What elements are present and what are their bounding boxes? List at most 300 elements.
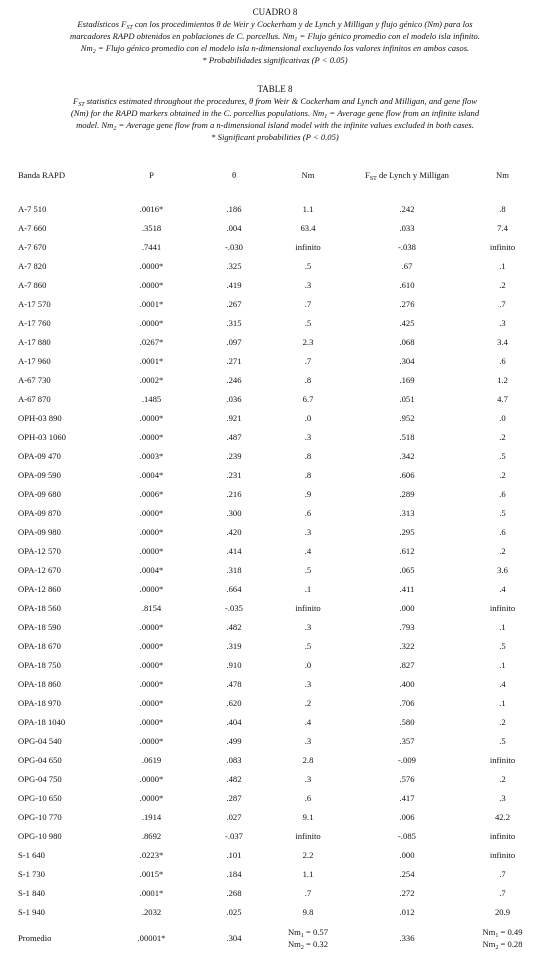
caption-es-line-1-post: con los procedimientos θ de Weir y Cockerham y de Lynch y Milligan y flujo génico (Nm) para los — [132, 19, 473, 29]
cell-band: A-7 860 — [18, 279, 47, 290]
cell-p: .2032 — [141, 906, 162, 917]
cell-fst: .006 — [399, 811, 415, 822]
average-band: Promedio — [18, 933, 52, 943]
cell-band: A-17 880 — [18, 336, 51, 347]
cell-nm: .0 — [304, 412, 312, 423]
table-row — [18, 902, 538, 921]
cell-nm-lynch: .7 — [499, 868, 506, 879]
cell-nm-lynch: .2 — [499, 545, 506, 556]
cell-fst: .612 — [399, 545, 415, 556]
cell-nm-lynch: .4 — [499, 583, 506, 594]
cell-fst: .068 — [399, 336, 415, 347]
cell-theta: .910 — [226, 659, 242, 670]
cell-band: OPG-10 770 — [18, 811, 62, 822]
average-nm-2-sub: 2 — [300, 945, 304, 951]
cell-nm: .8 — [304, 374, 312, 385]
cell-theta: .921 — [226, 412, 242, 423]
table-row — [18, 408, 538, 427]
cell-p: .0000* — [139, 640, 164, 651]
caption-spanish — [12, 6, 538, 66]
header-band: Banda RAPD — [18, 170, 66, 180]
cell-fst: .276 — [399, 298, 415, 309]
caption-en-line-3-pre: model. Nm — [76, 120, 114, 130]
cell-theta: .419 — [226, 279, 242, 290]
cell-band: S-1 640 — [18, 849, 45, 860]
cell-nm-lynch: .6 — [499, 488, 506, 499]
table-row — [18, 237, 538, 256]
cell-theta: .239 — [226, 450, 242, 461]
average-nm-1 — [269, 926, 347, 938]
caption-en-line-3 — [12, 119, 538, 131]
average-nm-2 — [269, 938, 347, 950]
cell-band: OPA-09 680 — [18, 488, 61, 499]
average-nm-2-post: = 0.32 — [303, 939, 329, 949]
cell-p: .0004* — [139, 469, 164, 480]
cell-p: .8692 — [141, 830, 162, 841]
table-row — [18, 598, 538, 617]
cell-band: A-67 730 — [18, 374, 51, 385]
cell-nm-lynch: .2 — [499, 469, 506, 480]
cell-fst: .295 — [399, 526, 415, 537]
cell-theta: .268 — [226, 887, 242, 898]
fst-statistics-table — [18, 163, 538, 955]
cell-theta: .287 — [226, 792, 242, 803]
table-row — [18, 845, 538, 864]
cell-band: S-1 940 — [18, 906, 45, 917]
average-nm-lynch-1-post: = 0.49 — [498, 927, 523, 937]
cell-p: .0000* — [139, 431, 164, 442]
cell-band: A-17 570 — [18, 298, 51, 309]
caption-en-line-2-pre: (Nm) for the RAPD markers obtained in the C. porcellus populations. Nm — [70, 108, 325, 118]
table-body — [18, 199, 538, 921]
table-row — [18, 199, 538, 218]
header-row — [18, 163, 538, 187]
cell-theta: .325 — [226, 260, 242, 271]
cell-nm: .3 — [304, 279, 312, 290]
caption-en-line-2-sub: 1 — [324, 114, 328, 120]
cell-band: OPA-18 670 — [18, 640, 61, 651]
table-row — [18, 731, 538, 750]
cell-fst: .518 — [399, 431, 415, 442]
cell-theta: .004 — [226, 222, 242, 233]
cell-nm-lynch: .8 — [499, 203, 506, 214]
caption-en-line-1-pre: F — [72, 96, 79, 106]
cell-fst: .425 — [399, 317, 415, 328]
caption-es-line-3-post: = Flujo génico promedio con el modelo isla n-dimensional excluyendo los valores infinitos en ambos casos. — [95, 43, 470, 53]
cell-band: OPA-18 750 — [18, 659, 61, 670]
cell-p: .0001* — [139, 887, 164, 898]
cell-p: .0000* — [139, 412, 164, 423]
cell-theta: .482 — [226, 621, 242, 632]
cell-fst: .169 — [399, 374, 415, 385]
table-row — [18, 522, 538, 541]
cell-nm: 9.8 — [302, 906, 314, 917]
cell-nm: 9.1 — [302, 811, 314, 822]
cell-theta: .231 — [226, 469, 242, 480]
cell-band: A-67 870 — [18, 393, 51, 404]
cell-band: OPA-18 970 — [18, 697, 61, 708]
cell-fst: .254 — [399, 868, 415, 879]
cell-nm: .7 — [304, 355, 312, 366]
cell-nm-lynch: 1.2 — [497, 374, 508, 385]
table-row — [18, 883, 538, 902]
cell-nm: .1 — [304, 583, 312, 594]
cell-band: OPH-03 1060 — [18, 431, 66, 442]
table-row — [18, 389, 538, 408]
average-nm-2-pre: Nm — [287, 939, 301, 949]
table-row — [18, 446, 538, 465]
cell-band: OPG-04 750 — [18, 773, 62, 784]
cell-theta: .300 — [226, 507, 242, 518]
table-row — [18, 465, 538, 484]
cell-p: .0000* — [139, 735, 164, 746]
cell-nm-lynch: 7.4 — [497, 222, 508, 233]
cell-nm: infinito — [295, 602, 321, 613]
cell-fst: -.085 — [398, 830, 416, 841]
cell-band: OPH-03 890 — [18, 412, 62, 423]
cell-nm-lynch: 42.2 — [494, 811, 511, 822]
cell-band: OPG-04 540 — [18, 735, 62, 746]
cell-p: .0000* — [139, 260, 164, 271]
cell-fst: .322 — [399, 640, 415, 651]
cell-nm: .4 — [304, 716, 312, 727]
cell-nm-lynch: .1 — [499, 697, 506, 708]
table-row — [18, 693, 538, 712]
average-nm-lynch-2-sub: 2 — [495, 945, 499, 951]
header-spacer — [18, 187, 538, 199]
cell-theta: .216 — [226, 488, 242, 499]
cell-fst: .610 — [399, 279, 415, 290]
cell-nm-lynch: 4.7 — [497, 393, 508, 404]
average-theta: .304 — [226, 933, 242, 943]
average-row — [18, 921, 538, 955]
table-row — [18, 294, 538, 313]
cell-nm: .9 — [304, 488, 312, 499]
caption-en-line-3-post: = Average gene flow from a n-dimensional island model with the infinite values excluded in both cases. — [116, 120, 474, 130]
caption-en-line-4: * Significant probabilities (P < 0.05) — [211, 132, 339, 142]
average-nm-1-sub: 1 — [300, 933, 304, 939]
cell-nm: .3 — [304, 526, 312, 537]
cell-p: .0000* — [139, 279, 164, 290]
cell-nm: .4 — [304, 545, 312, 556]
cell-p: .0001* — [139, 355, 164, 366]
table-row — [18, 332, 538, 351]
cell-theta: .420 — [226, 526, 242, 537]
cell-fst: .793 — [399, 621, 415, 632]
table-row — [18, 769, 538, 788]
cell-fst: .411 — [399, 583, 415, 594]
caption-en-line-3-sub: 2 — [113, 126, 117, 132]
cell-nm-lynch: .3 — [499, 792, 506, 803]
cell-p: .0000* — [139, 317, 164, 328]
cell-p: .3518 — [141, 222, 162, 233]
average-fst: .336 — [399, 933, 415, 943]
cell-nm: .2 — [304, 697, 312, 708]
cell-nm: .3 — [304, 735, 312, 746]
caption-es-title: CUADRO 8 — [252, 7, 298, 17]
cell-theta: .319 — [226, 640, 242, 651]
cell-band: S-1 730 — [18, 868, 45, 879]
cell-band: A-17 960 — [18, 355, 51, 366]
cell-p: .1914 — [141, 811, 162, 822]
cell-band: OPG-10 650 — [18, 792, 62, 803]
table-row — [18, 427, 538, 446]
cell-nm-lynch: infinito — [489, 754, 516, 765]
cell-fst: .67 — [401, 260, 413, 271]
cell-nm: .5 — [304, 640, 312, 651]
cell-nm: .5 — [304, 260, 312, 271]
table-row — [18, 864, 538, 883]
cell-p: .0000* — [139, 507, 164, 518]
cell-p: .0015* — [139, 868, 164, 879]
cell-p: .0002* — [139, 374, 164, 385]
cell-nm-lynch: .2 — [499, 279, 506, 290]
caption-en-line-1-post: statistics estimated throughout the procedures, θ from Weir & Cockerham and Lynch and Milligan, and gene flow — [84, 96, 478, 106]
cell-p: .0004* — [139, 564, 164, 575]
cell-theta: .620 — [226, 697, 242, 708]
table-row — [18, 218, 538, 237]
cell-nm: 63.4 — [300, 222, 316, 233]
cell-theta: .478 — [226, 678, 242, 689]
cell-theta: .246 — [226, 374, 242, 385]
cell-nm-lynch: 20.9 — [494, 906, 511, 917]
cell-p: .0000* — [139, 773, 164, 784]
cell-p: .0000* — [139, 583, 164, 594]
caption-es-line-3-sub: 2 — [92, 49, 96, 55]
cell-band: OPG-10 980 — [18, 830, 62, 841]
table-row — [18, 370, 538, 389]
cell-fst: .289 — [399, 488, 415, 499]
cell-nm: .3 — [304, 773, 312, 784]
caption-es-line-2-pre: marcadores RAPD obtenidos en poblaciones de C. porcellus. Nm — [70, 31, 295, 41]
cell-theta: .036 — [226, 393, 242, 404]
cell-nm-lynch: infinito — [489, 602, 516, 613]
caption-en-line-1-sub: ST — [78, 102, 85, 108]
table-row — [18, 674, 538, 693]
cell-nm-lynch: .5 — [499, 507, 506, 518]
cell-fst: .051 — [399, 393, 415, 404]
cell-theta: -.037 — [225, 830, 243, 841]
caption-en-line-1 — [12, 95, 538, 107]
cell-p: .0000* — [139, 621, 164, 632]
cell-fst: .417 — [399, 792, 415, 803]
cell-nm-lynch: .5 — [499, 640, 506, 651]
caption-es-line-3 — [12, 42, 538, 54]
cell-band: OPA-09 980 — [18, 526, 61, 537]
cell-p: .0000* — [139, 697, 164, 708]
table-header — [18, 163, 538, 199]
table-footer — [18, 921, 538, 955]
caption-en-title: TABLE 8 — [257, 84, 293, 94]
caption-es-line-3-pre: Nm — [80, 43, 93, 53]
cell-fst: .272 — [399, 887, 415, 898]
cell-theta: .404 — [226, 716, 242, 727]
cell-fst: .357 — [399, 735, 415, 746]
cell-band: A-7 670 — [18, 241, 47, 252]
cell-nm: .7 — [304, 887, 312, 898]
cell-fst: -.009 — [398, 754, 416, 765]
cell-nm: infinito — [295, 241, 321, 252]
table-row — [18, 826, 538, 845]
cell-nm-lynch: .1 — [499, 659, 506, 670]
cell-fst: .065 — [399, 564, 415, 575]
caption-es-line-1 — [12, 18, 538, 30]
cell-fst: .313 — [399, 507, 415, 518]
cell-p: .0000* — [139, 659, 164, 670]
caption-en-line-2-post: = Average gene flow from an infinite island — [327, 108, 480, 118]
average-nm-1-pre: Nm — [287, 927, 301, 937]
cell-band: OPA-09 470 — [18, 450, 61, 461]
cell-p: .0267* — [139, 336, 164, 347]
table-row — [18, 636, 538, 655]
cell-nm: .8 — [304, 469, 312, 480]
table-row — [18, 313, 538, 332]
header-theta: θ — [231, 170, 237, 180]
cell-band: OPA-12 670 — [18, 564, 61, 575]
cell-band: A-17 760 — [18, 317, 51, 328]
cell-theta: .097 — [226, 336, 242, 347]
caption-es-line-2-post: = Flujo génico promedio con el modelo isla infinito. — [297, 31, 480, 41]
cell-fst: .576 — [399, 773, 415, 784]
cell-nm: .3 — [304, 678, 312, 689]
cell-nm: .0 — [304, 659, 312, 670]
cell-nm: .6 — [304, 792, 312, 803]
cell-fst: .304 — [399, 355, 415, 366]
spacer-cell — [18, 187, 538, 199]
table-row — [18, 579, 538, 598]
cell-nm-lynch: .1 — [499, 260, 506, 271]
cell-theta: -.030 — [225, 241, 243, 252]
cell-band: OPA-12 570 — [18, 545, 61, 556]
table-row — [18, 275, 538, 294]
cell-band: OPA-09 870 — [18, 507, 61, 518]
cell-p: .8154 — [141, 602, 162, 613]
cell-theta: .184 — [226, 868, 242, 879]
cell-nm-lynch: infinito — [489, 830, 516, 841]
caption-en-line-2 — [12, 107, 538, 119]
cell-fst: .342 — [399, 450, 415, 461]
cell-theta: .025 — [226, 906, 242, 917]
table-row — [18, 503, 538, 522]
cell-nm-lynch: .3 — [499, 317, 506, 328]
cell-fst: -.038 — [398, 241, 416, 252]
cell-theta: .267 — [226, 298, 242, 309]
caption-es-line-1-pre: Estadísticos F — [77, 19, 127, 29]
cell-band: A-7 820 — [18, 260, 47, 271]
table-row — [18, 484, 538, 503]
cell-theta: .318 — [226, 564, 242, 575]
cell-p: .0000* — [139, 545, 164, 556]
average-nm-lynch-1-pre: Nm — [482, 927, 496, 937]
cell-theta: .027 — [226, 811, 242, 822]
header-p: P — [149, 170, 154, 180]
cell-nm: infinito — [295, 830, 321, 841]
cell-band: OPA-18 590 — [18, 621, 61, 632]
cell-fst: .033 — [399, 222, 415, 233]
cell-nm-lynch: 3.4 — [497, 336, 508, 347]
average-nm — [269, 921, 347, 955]
cell-theta: .083 — [226, 754, 242, 765]
average-nm-lynch-2-post: = 0.28 — [498, 939, 523, 949]
cell-nm: 1.1 — [302, 868, 314, 879]
cell-nm: .5 — [304, 564, 312, 575]
cell-band: S-1 840 — [18, 887, 45, 898]
cell-nm-lynch: .1 — [499, 621, 506, 632]
cell-theta: .487 — [226, 431, 242, 442]
cell-theta: .271 — [226, 355, 242, 366]
table-row — [18, 655, 538, 674]
cell-theta: .664 — [226, 583, 242, 594]
cell-p: .0619 — [141, 754, 162, 765]
cell-fst: .580 — [399, 716, 415, 727]
cell-fst: .242 — [399, 203, 415, 214]
cell-band: A-7 660 — [18, 222, 47, 233]
cell-nm: .6 — [304, 507, 312, 518]
cell-p: .0016* — [139, 203, 164, 214]
cell-p: .0000* — [139, 678, 164, 689]
cell-nm-lynch: .2 — [499, 716, 506, 727]
caption-es-line-4: * Probabilidades significativas (P < 0.05) — [202, 55, 348, 65]
cell-fst: .000 — [399, 849, 415, 860]
table-row — [18, 807, 538, 826]
cell-theta: .315 — [226, 317, 242, 328]
cell-nm-lynch: .7 — [499, 298, 506, 309]
cell-theta: .414 — [226, 545, 242, 556]
cell-nm: .3 — [304, 621, 312, 632]
header-nm: Nm — [301, 170, 315, 180]
caption-es-line-1-sub: ST — [126, 25, 133, 31]
average-p: .00001* — [137, 933, 166, 943]
average-nm-1-post: = 0.57 — [303, 927, 329, 937]
cell-nm-lynch: .6 — [499, 526, 506, 537]
table-row — [18, 750, 538, 769]
cell-nm: 2.8 — [302, 754, 314, 765]
table-row — [18, 541, 538, 560]
cell-nm-lynch: .2 — [499, 773, 506, 784]
cell-nm: .8 — [304, 450, 312, 461]
average-nm-lynch-2-pre: Nm — [482, 939, 496, 949]
cell-fst: .606 — [399, 469, 415, 480]
cell-band: OPG-04 650 — [18, 754, 62, 765]
cell-nm-lynch: infinito — [489, 241, 516, 252]
cell-nm: .7 — [304, 298, 312, 309]
cell-p: .0001* — [139, 298, 164, 309]
cell-nm: 2.3 — [302, 336, 314, 347]
cell-p: .0223* — [139, 849, 164, 860]
header-fst-lynch — [347, 163, 467, 187]
cell-p: .0000* — [139, 792, 164, 803]
average-nm-lynch-1 — [467, 926, 538, 938]
cell-fst: .706 — [399, 697, 415, 708]
cell-p: .0006* — [139, 488, 164, 499]
cell-nm-lynch: .7 — [499, 887, 506, 898]
cell-fst: .000 — [399, 602, 415, 613]
caption-english — [12, 83, 538, 143]
cell-theta: .482 — [226, 773, 242, 784]
cell-nm: .5 — [304, 317, 312, 328]
cell-band: OPA-18 860 — [18, 678, 61, 689]
cell-band: OPA-09 590 — [18, 469, 61, 480]
table-row — [18, 712, 538, 731]
header-fst-post: de Lynch y Milligan — [376, 170, 449, 180]
cell-theta: -.035 — [225, 602, 243, 613]
header-fst-pre: F — [365, 170, 370, 180]
cell-p: .7441 — [141, 241, 162, 252]
cell-nm-lynch: .4 — [499, 678, 506, 689]
cell-nm-lynch: .6 — [499, 355, 506, 366]
cell-band: OPA-12 860 — [18, 583, 61, 594]
cell-band: A-7 510 — [18, 203, 47, 214]
